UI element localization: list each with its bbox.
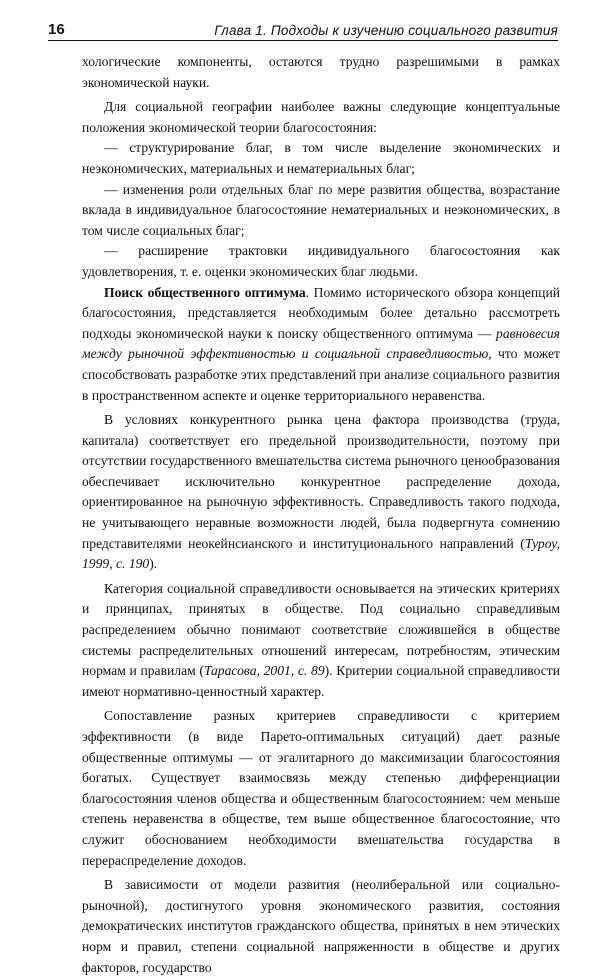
paragraph-text: Для социальной географии наиболее важны следующие концептуальные положения экономической теории благосостояния: [82,99,560,135]
paragraph-text: Категория социальной справедливости основывается на этических критериях и принципах, принятых в обществе. Под социально справедливым распределением обычно понимают соответствие сложившейся в обществе системы распределительных отношений интересам, потребностям, этическим нормам и правилам ( [82,580,560,679]
list-item [82,180,560,242]
page-number: 16 [48,21,65,38]
paragraph [82,875,560,978]
paragraph-with-heading [82,283,560,407]
page-header [48,18,558,41]
paragraph-continuation [82,52,560,93]
paragraph [82,410,560,575]
paragraph [82,706,560,871]
citation: Туроу, 1999, с. 190 [82,535,560,572]
paragraph-text: ). [149,556,158,572]
list-item-text: — структурирование благ, в том числе выделение экономических и неэкономических, материальных и нематериальных благ; [82,140,560,176]
citation: Тарасова, 2001, с. 89 [203,663,325,679]
paragraph-text: ). Критерии социальной справедливости имеют нормативно-ценностный характер. [82,663,560,699]
running-head: Глава 1. Подходы к изучению социального развития [214,23,558,38]
body-text [82,52,560,978]
paragraph [82,579,560,703]
paragraph-text: Сопоставление разных критериев справедливости с критерием эффективности (в виде Парето-оптимальных ситуаций) дает разные общественные оптимумы — от эгалитарного до максимизации благосостояния богатых. Существует взаимосвязь между степенью дифференциации благосостояния членов общества и общественным благосостоянием: чем меньше степень неравенства в обществе, тем выше общественное благосостояние, что служит обоснованием необходимости вмешательства государства в перераспределение доходов. [82,708,560,868]
list-item [82,138,560,179]
run-in-heading: Поиск общественного оптимума [104,284,306,300]
paragraph-text: хологические компоненты, остаются трудно разрешимыми в рамках экономической науки. [82,54,560,90]
list-item-text: — расширение трактовки индивидуального благосостояния как удовлетворения, т. е. оценки экономических благ людьми. [82,243,560,279]
paragraph-text: В зависимости от модели развития (неолиберальной или социально-рыночной), достигнутого уровня экономического развития, состояния демократических институтов гражданского общества, принятых в нем этических норм и правил, степени социальной напряженности в обществе и других факторов, государство [82,877,560,975]
paragraph-text: , что может способствовать разработке этих представлений при анализе социального развития в пространственном аспекте и оценке территориального неравенства. [82,346,560,403]
paragraph-text: В условиях конкурентного рынка цена фактора производства (труда, капитала) соответствует его предельной производительности, поэтому при отсутствии государственного вмешательства система рыночного ценообразования обеспечивает исключительно конкурентное распределение дохода, ориентированное на рыночную эффективность. Справедливость такого подхода, не учитывающего неравные возможности людей, была подвергнута сомнению представителями неокейнсианского и институционального направлений ( [82,412,560,551]
paragraph-text: . Помимо исторического обзора концепций благосостояния, представляется необходимым более детально рассмотреть подходы экономической науки к поиску общественного оптимума — [82,284,560,341]
list-item [82,241,560,282]
list-item-text: — изменения роли отдельных благ по мере развития общества, возрастание вклада в индивидуальное благосостояние нематериальных и неэкономических, в том числе социальных благ; [82,181,560,238]
paragraph [82,97,560,138]
emphasis: равновесия между рыночной эффективностью и социальной справедливостью [82,325,560,362]
